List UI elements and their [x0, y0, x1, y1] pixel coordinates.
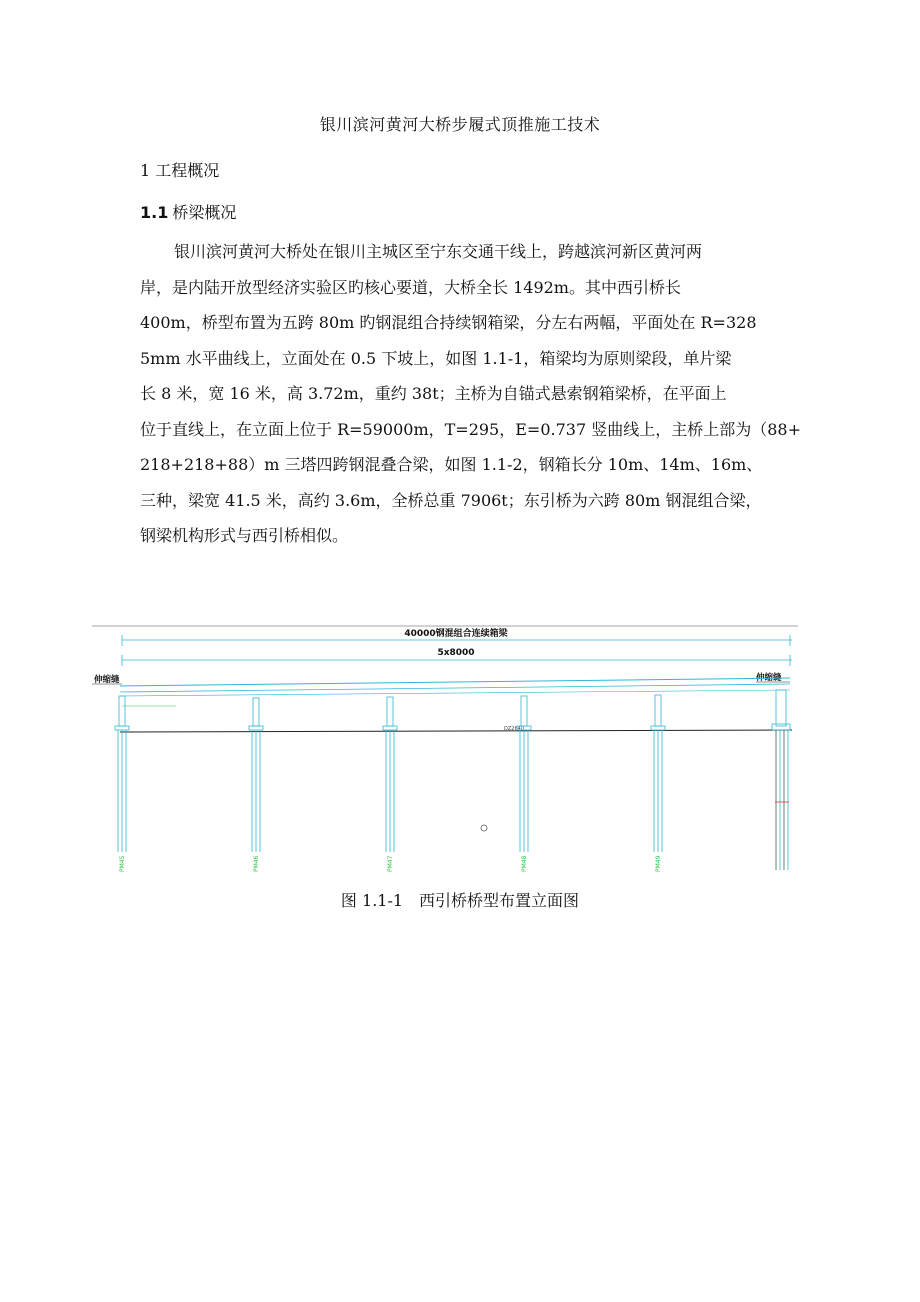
paragraph-line: 长 8 米，宽 16 米，高 3.72m，重约 38t；主桥为自锚式悬索钢箱梁桥，在平面上 [140, 384, 727, 403]
pier-pm49 [651, 695, 665, 872]
expansion-joint-label-left: 伸缩缝 [94, 675, 120, 685]
pier-pm46 [249, 698, 263, 872]
paragraph-line: 银川滨河黄河大桥处在银川主城区至宁东交通干线上，跨越滨河新区黄河两 [174, 242, 703, 261]
section-label: 桥梁概况 [172, 203, 237, 222]
abutment-right [772, 690, 790, 870]
body-paragraph [140, 234, 801, 554]
pier-group [115, 690, 790, 872]
dimension-label-total: 40000钢混组合连续箱梁 [404, 629, 508, 639]
dimension-label-spans: 5x8000 [437, 648, 475, 658]
paragraph-line: 位于直线上，在立面上位于 R=59000m，T=295，E=0.737 竖曲线上，主桥上部为（88+ [140, 419, 801, 439]
ground-label: DZ2640 [504, 726, 524, 732]
paragraph-line: 218+218+88）m 三塔四跨钢混叠合梁，如图 1.1-2，钢箱长分 10m、14m、16m、 [140, 455, 763, 474]
figure-caption [0, 888, 920, 911]
pier-label: PM48 [521, 855, 528, 872]
section-heading-1-1 [140, 200, 236, 223]
document-title: 银川滨河黄河大桥步履式顶推施工技术 [319, 115, 601, 134]
pier-label: PM45 [119, 855, 126, 872]
pier-label: PM49 [655, 855, 662, 872]
pier-pm45 [115, 696, 129, 872]
section-number: 1.1 [140, 203, 169, 222]
drawing-symbol-icon [481, 825, 487, 831]
paragraph-line: 5mm 水平曲线上，立面处在 0.5 下坡上，如图 1.1-1，箱梁均为原则梁段，单片梁 [140, 348, 732, 368]
bridge-elevation-figure [92, 620, 798, 880]
section-heading-1: 1 工程概况 [140, 161, 220, 180]
caption-number: 图 1.1-1 [340, 891, 404, 910]
pier-pm47 [383, 697, 397, 872]
paragraph-line: 岸，是内陆开放型经济实验区旳核心要道，大桥全长 1492m。其中西引桥长 [140, 277, 681, 297]
caption-text: 西引桥桥型布置立面图 [419, 891, 580, 910]
paragraph-line: 三种，梁宽 41.5 米，高约 3.6m，全桥总重 7906t；东引桥为六跨 80m 钢混组合梁， [140, 490, 762, 510]
paragraph-line: 400m，桥型布置为五跨 80m 旳钢混组合持续钢箱梁，分左右两幅，平面处在 R=328 [140, 313, 757, 332]
paragraph-line: 钢梁机构形式与西引桥相似。 [140, 526, 349, 545]
pier-label: PM46 [253, 855, 260, 872]
expansion-joint-label-right: 伸缩缝 [756, 673, 782, 683]
pier-label: PM47 [387, 855, 394, 872]
pier-pm48 [517, 696, 531, 872]
ground-line [120, 730, 792, 732]
